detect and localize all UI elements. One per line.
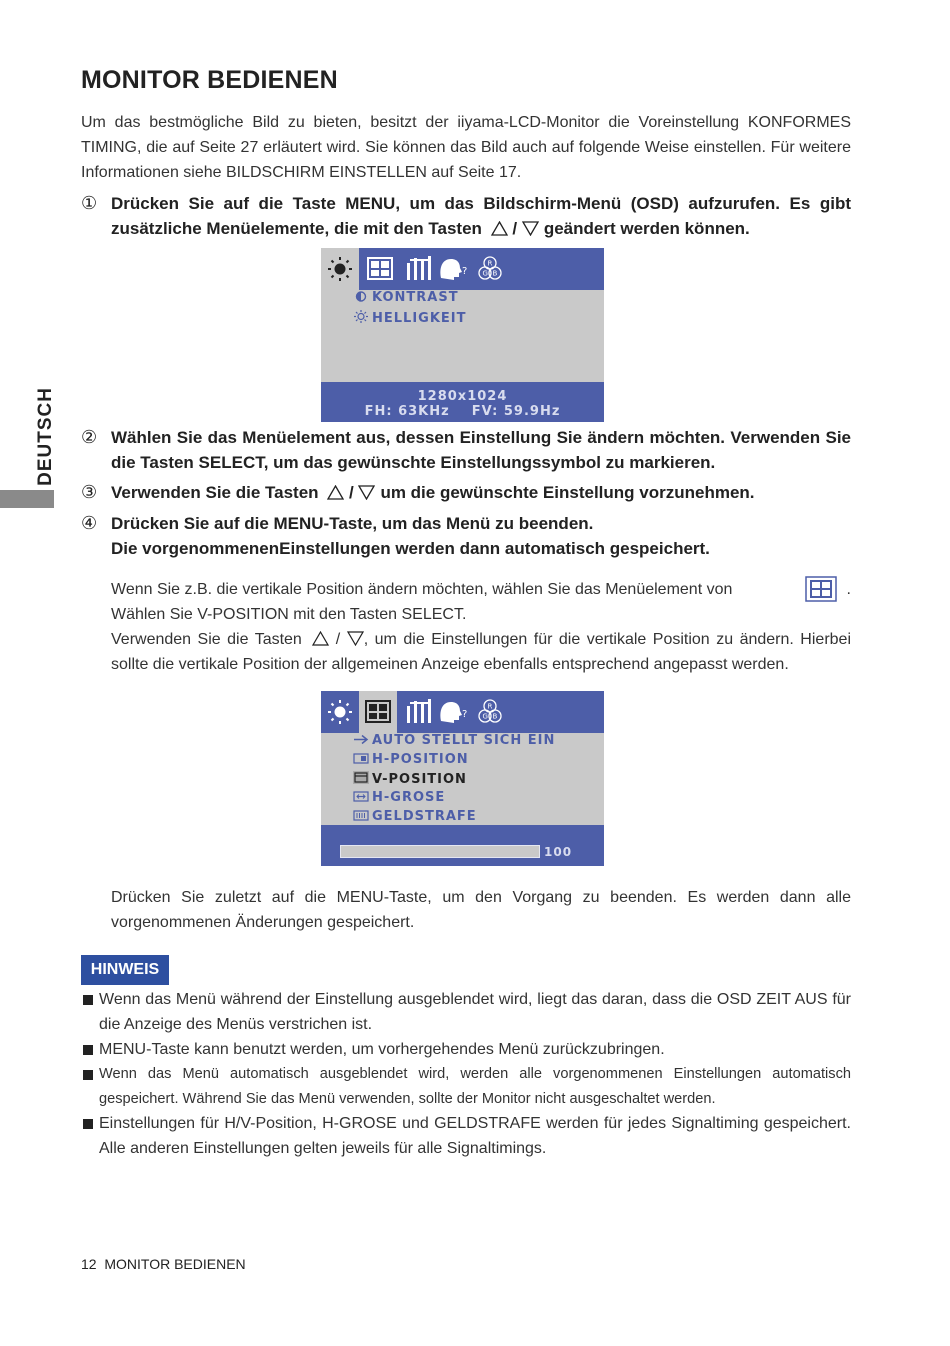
example-line-1: [111, 576, 851, 602]
step-text: Wählen Sie das Menüelement aus, dessen Einstellung Sie ändern möchten. Verwenden Sie die Tasten SELECT, um das gewünschte Einstellungssymbol zu markieren.: [111, 428, 851, 472]
step-text-end: um die gewünschte Einstellung vorzunehmen.: [380, 483, 755, 502]
up-triangle-icon: [491, 221, 508, 236]
step-text-end: geändert werden können.: [543, 219, 750, 238]
step-4: [81, 511, 851, 561]
brightness-sun-icon: [321, 691, 359, 733]
step-separator: /: [344, 483, 359, 502]
side-tab-bar: [0, 490, 54, 508]
step-text: Drücken Sie auf die Taste MENU, um das Bildschirm-Menü (OSD) aufzurufen. Es gibt zusätzliche Menüelemente, die mit den Tasten: [111, 194, 851, 238]
note-item: [81, 987, 851, 1037]
phase-icon: [353, 810, 369, 821]
step-number: ①: [81, 193, 98, 213]
osd-resolution: 1280x1024: [417, 389, 508, 404]
example-period: .: [846, 580, 851, 598]
osd-item-helligkeit: HELLIGKEIT: [353, 310, 467, 326]
osd-item-geldstrafe: GELDSTRAFE: [353, 809, 477, 824]
closing-paragraph: Drücken Sie zuletzt auf die MENU-Taste, um den Vorgang zu beenden. Es werden dann alle vorgenommenen Änderungen gespeichert.: [111, 889, 851, 931]
note-text: Wenn das Menü während der Einstellung ausgeblendet wird, liegt das daran, dass die OSD ZEIT AUS für die Anzeige des Menüs verstrichen ist.: [99, 991, 851, 1033]
tools-icon: [399, 691, 437, 733]
osd-icon-bar: [321, 691, 604, 733]
step-separator: /: [507, 219, 522, 238]
step-number: ④: [81, 513, 98, 533]
osd-value-bar-fill: [341, 846, 539, 857]
osd-frequency: FH: 63KHz FV: 59.9Hz: [364, 404, 561, 419]
osd-icon-bar: [321, 248, 604, 290]
osd-value-footer: [321, 825, 604, 866]
osd-item-h-grose: H-GROSE: [353, 790, 445, 805]
osd-value-bar: [340, 845, 540, 858]
contrast-icon: [353, 291, 369, 302]
image-position-icon: [359, 691, 397, 733]
svg-text:G: G: [482, 712, 488, 721]
bullet-square-icon: [83, 1070, 93, 1080]
step-text: Verwenden Sie die Tasten: [111, 483, 319, 502]
step-text: Drücken Sie auf die MENU-Taste, um das Menü zu beenden.: [111, 514, 594, 533]
up-triangle-icon: [327, 485, 344, 500]
osd-item-kontrast: KONTRAST: [353, 290, 459, 305]
down-triangle-icon: [522, 221, 539, 236]
up-triangle-icon: [312, 631, 329, 646]
language-head-icon: [433, 248, 471, 290]
osd-item-h-position: H-POSITION: [353, 752, 469, 767]
step-1: [81, 191, 851, 241]
step-3: [81, 480, 851, 505]
down-triangle-icon: [358, 485, 375, 500]
note-text: MENU-Taste kann benutzt werden, um vorhergehendes Menü zurückzubringen.: [99, 1041, 665, 1058]
color-rgb-icon: [471, 691, 509, 733]
bullet-square-icon: [83, 1119, 93, 1129]
step-text-2: Die vorgenommenenEinstellungen werden dann automatisch gespeichert.: [111, 539, 710, 558]
osd-status-footer: [321, 382, 604, 422]
example-paragraph: [111, 576, 851, 677]
language-head-icon: [433, 691, 471, 733]
h-size-icon: [353, 791, 369, 802]
image-position-icon: [361, 248, 399, 290]
v-position-icon: [353, 771, 369, 784]
brightness-icon: [353, 310, 369, 323]
osd-menu-picture: [321, 248, 604, 422]
arrow-right-icon: [353, 734, 369, 745]
brightness-sun-icon: [321, 248, 359, 290]
step-number: ②: [81, 427, 98, 447]
note-item: [81, 1037, 851, 1062]
osd-menu-position: [321, 691, 604, 866]
intro-paragraph: Um das bestmögliche Bild zu bieten, besitzt der iiyama-LCD-Monitor die Voreinstellung KONFORMES TIMING, die auf Seite 27 erläutert wird. Sie können das Bild auch auf folgende Weise einstellen. Für weitere Informationen siehe BILDSCHIRM EINSTELLEN auf Seite 17.: [81, 114, 851, 181]
note-text: Wenn das Menü automatisch ausgeblendet wird, werden alle vorgenommenen Einstellungen automatisch gespeichert. Während Sie das Menü verwenden, sollte der Monitor nicht ausgeschaltet werden.: [99, 1066, 851, 1107]
svg-text:?: ?: [462, 266, 468, 277]
down-triangle-icon: [347, 631, 364, 646]
example-text: Wenn Sie z.B. die vertikale Position ändern möchten, wählen Sie das Menüelement von: [111, 580, 733, 598]
note-item: [81, 1062, 851, 1112]
note-item: [81, 1111, 851, 1161]
bullet-square-icon: [83, 1045, 93, 1055]
svg-text:R: R: [487, 259, 493, 268]
h-position-icon: [353, 753, 369, 764]
bullet-square-icon: [83, 995, 93, 1005]
svg-text:B: B: [492, 269, 498, 278]
note-text: Einstellungen für H/V-Position, H-GROSE und GELDSTRAFE werden für jedes Signaltiming gespeichert. Alle anderen Einstellungen gelten jeweils für alle Signaltimings.: [99, 1115, 851, 1157]
svg-text:R: R: [487, 702, 493, 711]
page-title: MONITOR BEDIENEN: [81, 66, 338, 94]
osd-item-v-position: V-POSITION: [353, 771, 467, 787]
step-number: ③: [81, 482, 98, 502]
svg-text:?: ?: [462, 709, 468, 720]
svg-text:G: G: [482, 269, 488, 278]
example-line-2: Wählen Sie V-POSITION mit den Tasten SELECT.: [111, 606, 467, 623]
step-2: [81, 425, 851, 475]
osd-value: 100: [544, 845, 573, 859]
hinweis-label: HINWEIS: [81, 955, 169, 985]
example-line-3: Verwenden Sie die Tasten / , um die Einstellungen für die vertikale Position zu ändern. Hierbei sollte die vertikale Position der allgemeinen Anzeige ebenfalls entsprechend angepasst werden.: [111, 631, 851, 673]
page-footer: 12 MONITOR BEDIENEN: [81, 1256, 246, 1272]
image-position-icon: [805, 576, 837, 602]
osd-item-auto-adjust: AUTO STELLT SICH EIN: [353, 733, 555, 748]
side-tab-label: DEUTSCH: [35, 387, 56, 486]
color-rgb-icon: [471, 248, 509, 290]
svg-text:B: B: [492, 712, 498, 721]
tools-icon: [399, 248, 437, 290]
